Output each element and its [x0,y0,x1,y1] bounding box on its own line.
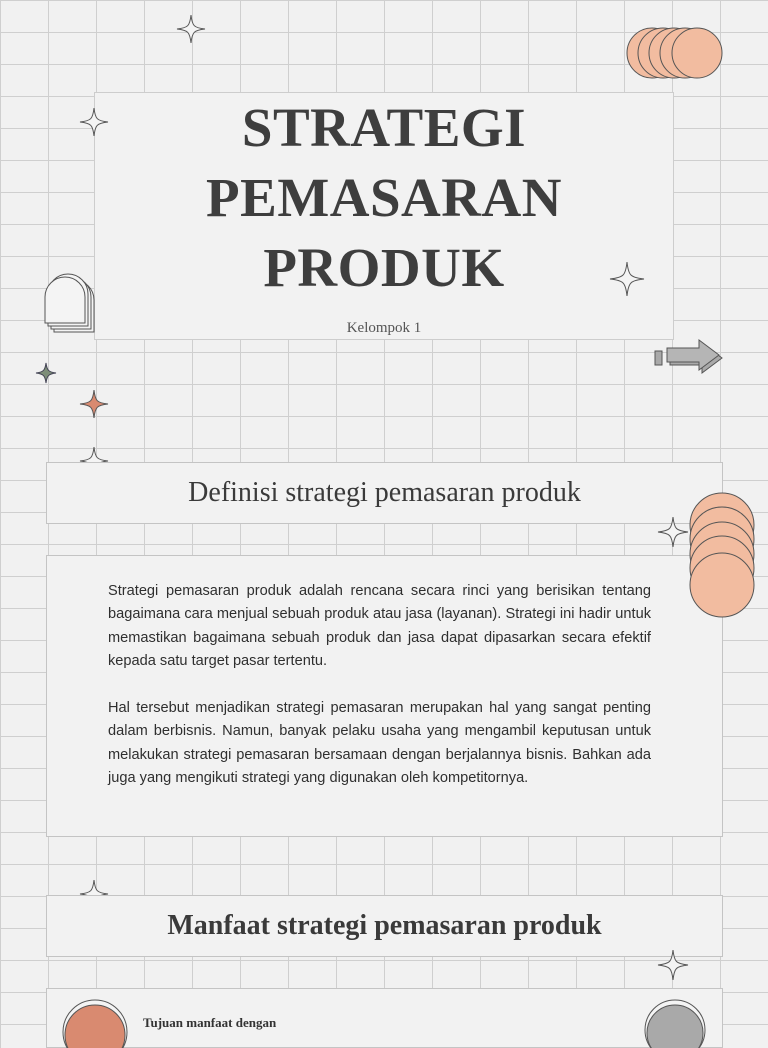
sparkle-icon [609,261,645,297]
title-line-1: STRATEGI [241,97,527,158]
definition-body-panel [46,555,723,837]
sparkle-icon [35,362,57,384]
title-panel [94,92,674,340]
definition-paragraph-2: Hal tersebut menjadikan strategi pemasaran merupakan hal yang sangat penting dalam berbisnis. Namun, banyak pelaku usaha yang mengambil keputusan untuk melakukan strategi pemasaran bersamaan dengan berjalannya bisnis. Bahkan ada juga yang mengikuti strategi yang digunakan oleh kompetitornya. [108,700,651,787]
arrow-right-icon [652,340,726,374]
definition-heading-panel [46,462,723,524]
stacked-circles-icon [625,26,725,80]
sparkle-icon [79,107,109,137]
section-heading: Manfaat strategi pemasaran produk [167,910,602,941]
sparkle-icon [657,949,689,981]
stacked-circles-icon [688,491,758,621]
page-title [95,93,673,303]
sparkle-icon [79,389,109,419]
benefits-heading-panel [46,895,723,957]
title-line-2: PEMASARAN [206,167,562,228]
benefit-item-text: Tujuan manfaat dengan [143,1015,277,1030]
section-heading: Definisi strategi pemasaran produk [188,477,581,508]
sparkle-icon [657,516,689,548]
sparkle-icon [176,14,206,44]
subtitle: Kelompok 1 [346,320,422,336]
stacked-arches-icon [44,276,98,336]
title-line-3: PRODUK [263,237,505,298]
benefit-item-panel [46,988,723,1048]
definition-paragraph-1: Strategi pemasaran produk adalah rencana secara rinci yang berisikan tentang bagaimana cara menjual sebuah produk atau jasa (layanan). Strategi ini hadir untuk memastikan bagaimana sebuah produk dan jasa dapat dipasarkan secara efektif kepada satu target pasar tertentu. [108,583,651,670]
